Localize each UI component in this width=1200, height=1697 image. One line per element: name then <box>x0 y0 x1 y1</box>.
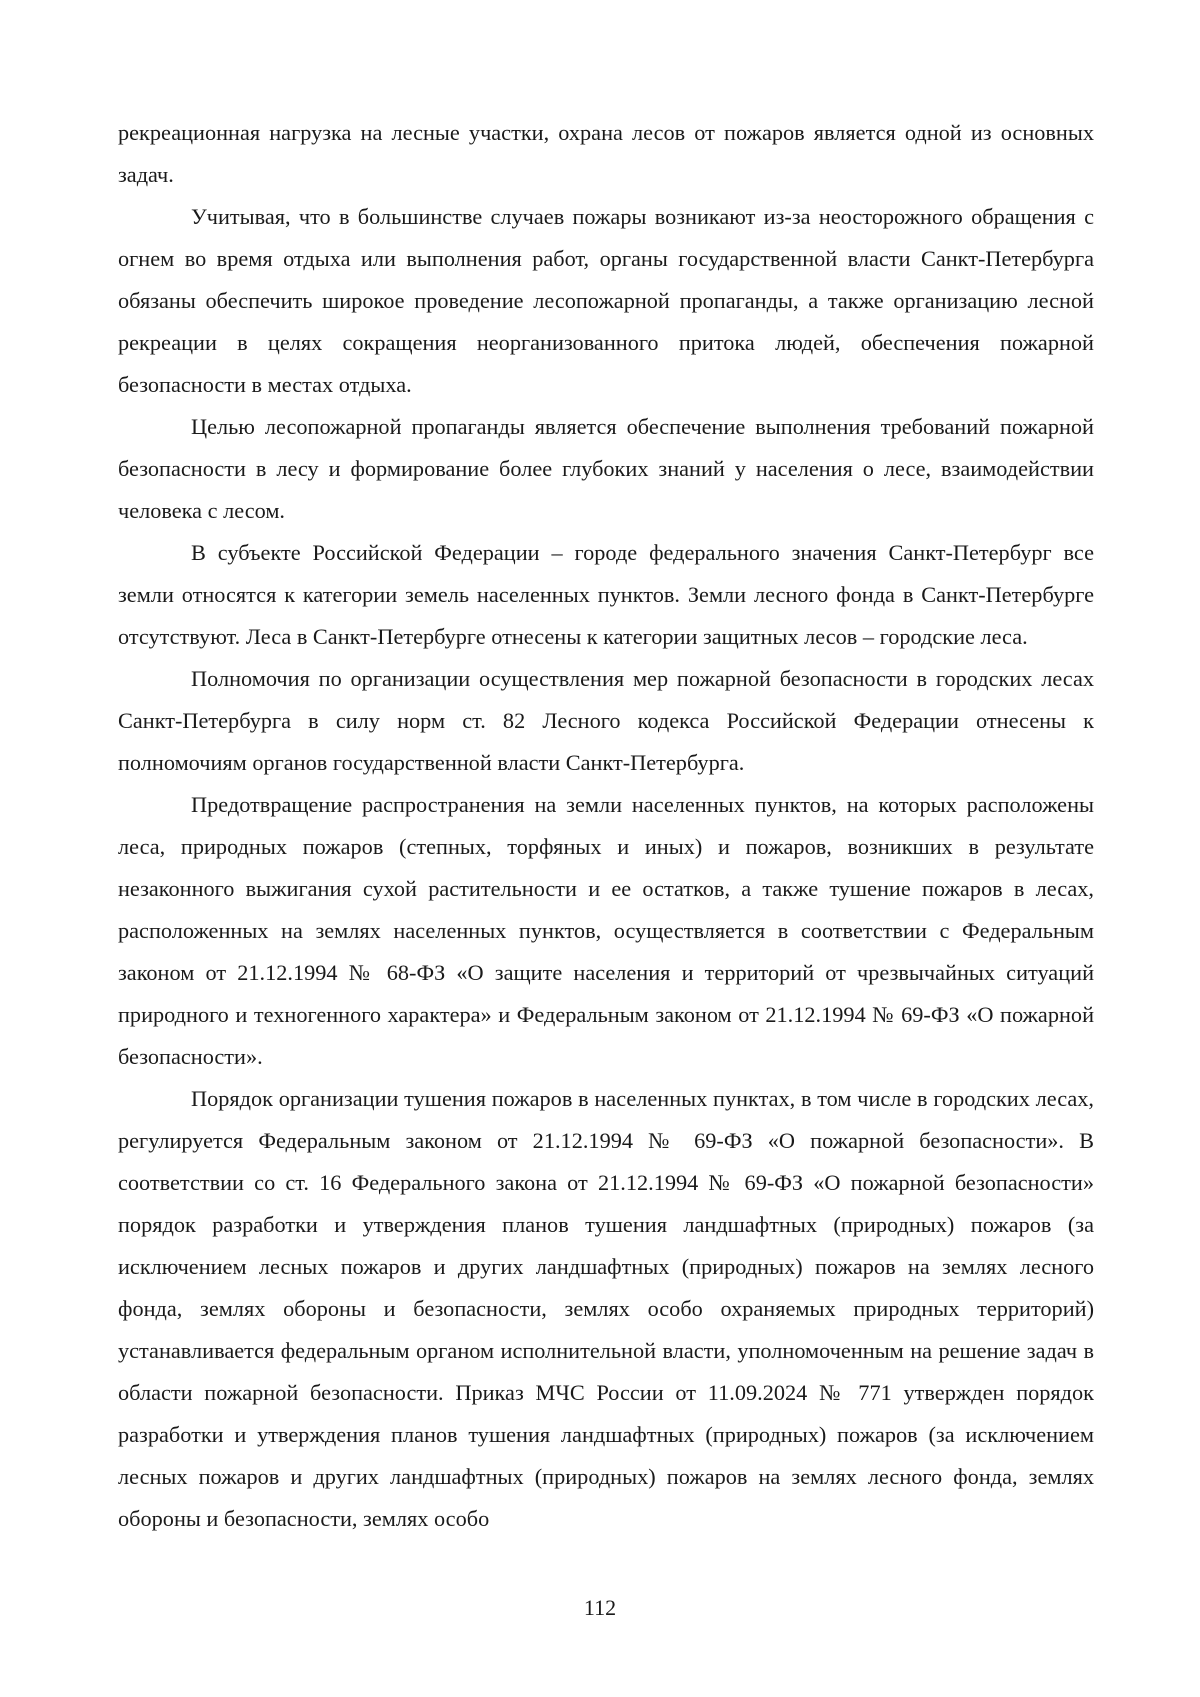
paragraph: Порядок организации тушения пожаров в населенных пунктах, в том числе в городских лесах, регулируется Федеральным законом от 21.12.1994 № 69-ФЗ «О пожарной безопасности». В соответствии со ст. 16 Федерального закона от 21.12.1994 № 69-ФЗ «О пожарной безопасности» порядок разработки и утверждения планов тушения ландшафтных (природных) пожаров (за исключением лесных пожаров и других ландшафтных (природных) пожаров на землях лесного фонда, землях обороны и безопасности, землях особо охраняемых природных территорий) устанавливается федеральным органом исполнительной власти, уполномоченным на решение задач в области пожарной безопасности. Приказ МЧС России от 11.09.2024 № 771 утвержден порядок разработки и утверждения планов тушения ландшафтных (природных) пожаров (за исключением лесных пожаров и других ландшафтных (природных) пожаров на землях лесного фонда, землях обороны и безопасности, землях особо <box>118 1086 1094 1531</box>
paragraph: Учитывая, что в большинстве случаев пожары возникают из-за неосторожного обращения с огнем во время отдыха или выполнения работ, органы государственной власти Санкт-Петербурга обязаны обеспечить широкое проведение лесопожарной пропаганды, а также организацию лесной рекреации в целях сокращения неорганизованного притока людей, обеспечения пожарной безопасности в местах отдыха. <box>118 204 1094 397</box>
paragraph: Полномочия по организации осуществления мер пожарной безопасности в городских лесах Санкт-Петербурга в силу норм ст. 82 Лесного кодекса Российской Федерации отнесены к полномочиям органов государственной власти Санкт-Петербурга. <box>118 666 1094 775</box>
paragraph: Предотвращение распространения на земли населенных пунктов, на которых расположены леса, природных пожаров (степных, торфяных и иных) и пожаров, возникших в результате незаконного выжигания сухой растительности и ее остатков, а также тушение пожаров в лесах, расположенных на землях населенных пунктов, осуществляется в соответствии с Федеральным законом от 21.12.1994 № 68-ФЗ «О защите населения и территорий от чрезвычайных ситуаций природного и техногенного характера» и Федеральным законом от 21.12.1994 № 69-ФЗ «О пожарной безопасности». <box>118 792 1094 1069</box>
paragraph: Целью лесопожарной пропаганды является обеспечение выполнения требований пожарной безопасности в лесу и формирование более глубоких знаний у населения о лесе, взаимодействии человека с лесом. <box>118 414 1094 523</box>
page-number: 112 <box>583 1595 617 1620</box>
paragraph: В субъекте Российской Федерации – городе федерального значения Санкт-Петербург все земли относятся к категории земель населенных пунктов. Земли лесного фонда в Санкт-Петербурге отсутствуют. Леса в Санкт-Петербурге отнесены к категории защитных лесов – городские леса. <box>118 540 1094 649</box>
paragraph-continued: рекреационная нагрузка на лесные участки, охрана лесов от пожаров является одной из основных задач. <box>118 120 1094 187</box>
body-text <box>118 112 1094 1540</box>
